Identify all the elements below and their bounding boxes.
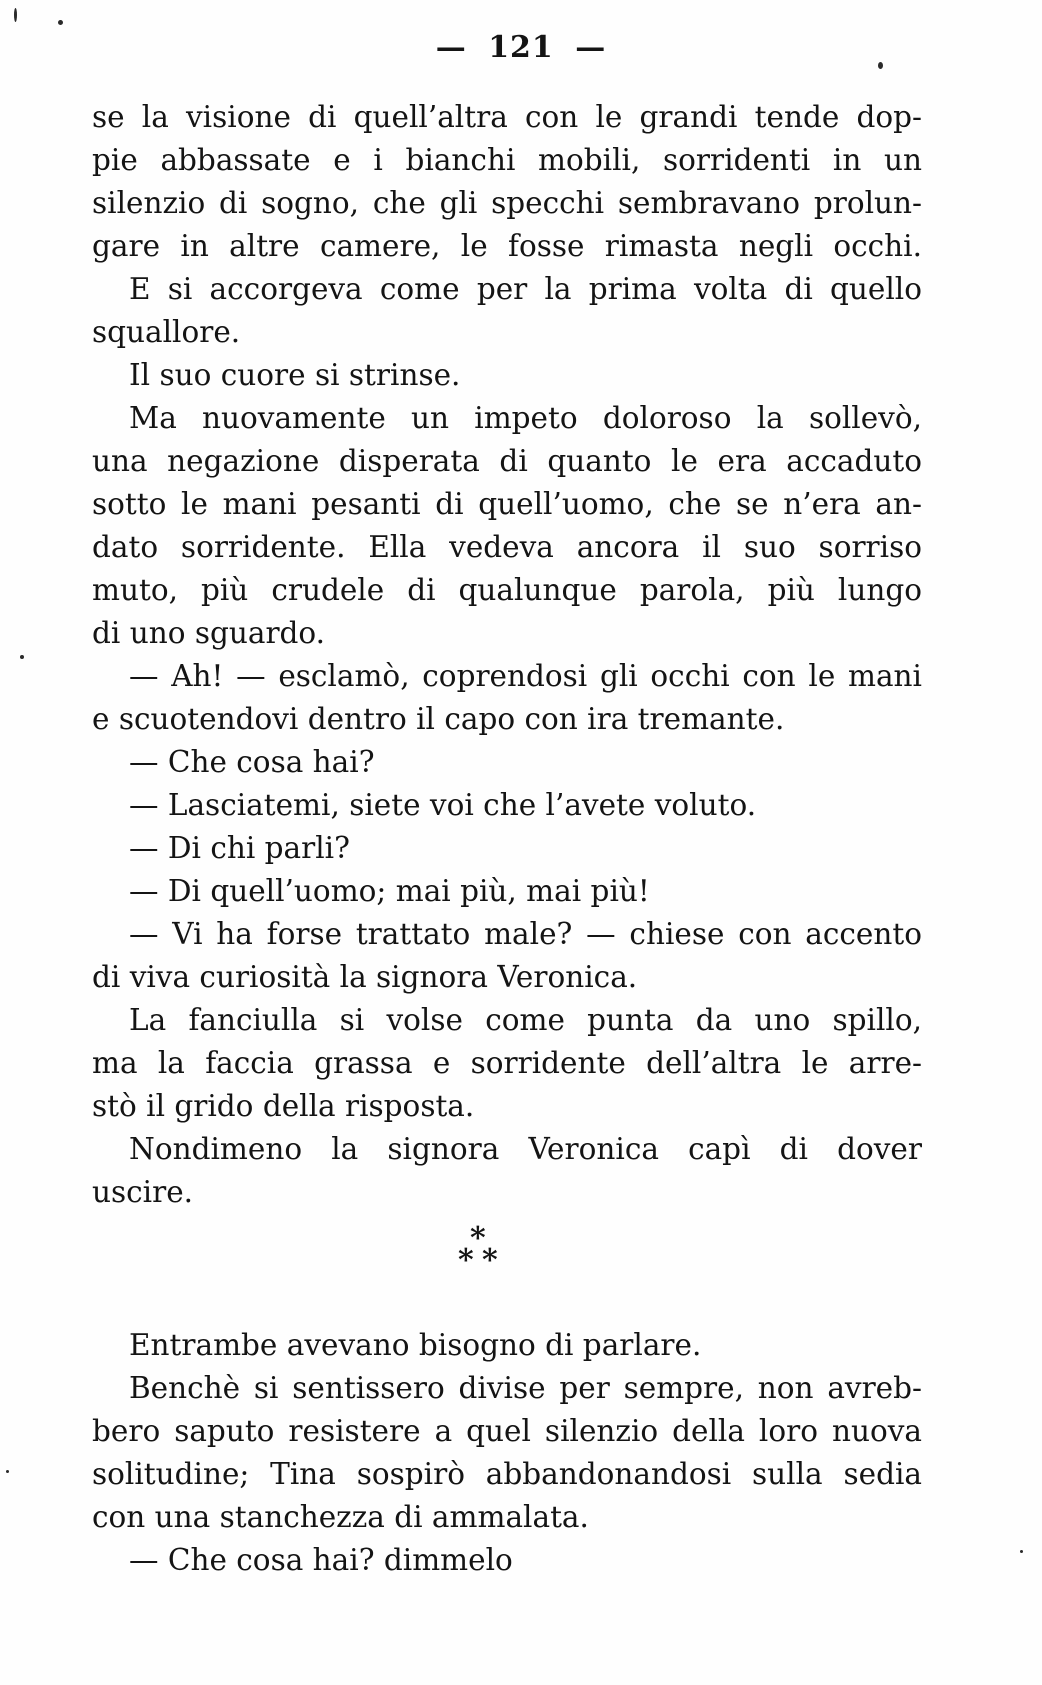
scan-speck — [14, 8, 17, 22]
text-line: sotto le mani pesanti di quell’uomo, che se n’era an- — [92, 487, 922, 521]
text-line: Ma nuovamente un impeto doloroso la sollevò, — [129, 401, 922, 435]
text-line: — Di quell’uomo; mai più, mai più! — [129, 874, 650, 908]
text-line: di viva curiosità la signora Veronica. — [92, 960, 638, 994]
text-line: — Ah! — esclamò, coprendosi gli occhi con le mani — [129, 659, 922, 693]
scan-speck — [58, 20, 63, 25]
text-line: pie abbassate e i bianchi mobili, sorridenti in un — [92, 143, 922, 177]
text-line: Nondimeno la signora Veronica capì di dover — [129, 1132, 922, 1166]
text-line: Il suo cuore si strinse. — [129, 358, 461, 392]
text-line: ma la faccia grassa e sorridente dell’altra le arre- — [92, 1046, 922, 1080]
scan-speck — [878, 62, 883, 69]
text-line: dato sorridente. Ella vedeva ancora il suo sorriso — [92, 530, 922, 564]
text-line: Benchè si sentissero divise per sempre, non avreb- — [129, 1371, 922, 1405]
asterism-star: * — [470, 1221, 486, 1256]
text-line: — Lasciatemi, siete voi che l’avete voluto. — [129, 788, 757, 822]
text-block-before-break — [92, 96, 922, 1214]
text-line: stò il grido della risposta. — [92, 1089, 475, 1123]
text-line: squallore. — [92, 315, 241, 349]
text-block-after-break — [92, 1324, 922, 1582]
asterism-star: * — [482, 1243, 498, 1278]
page-number: 121 — [488, 30, 554, 65]
scan-speck — [20, 655, 24, 659]
text-line: bero saputo resistere a quel silenzio della loro nuova — [92, 1414, 922, 1448]
text-line: se la visione di quell’altra con le grandi tende dop- — [92, 100, 922, 134]
page-number-dash-right: — — [575, 30, 607, 65]
text-line: uscire. — [92, 1175, 194, 1209]
text-line: con una stanchezza di ammalata. — [92, 1500, 589, 1534]
text-line: E si accorgeva come per la prima volta di quello — [129, 272, 922, 306]
text-line: e scuotendovi dentro il capo con ira tremante. — [92, 702, 785, 736]
scan-speck — [1020, 1550, 1023, 1553]
text-line: gare in altre camere, le fosse rimasta negli occhi. — [92, 229, 922, 263]
text-line: muto, più crudele di qualunque parola, più lungo — [92, 573, 922, 607]
text-line: La fanciulla si volse come punta da uno spillo, — [129, 1003, 922, 1037]
text-line: — Di chi parli? — [129, 831, 350, 865]
page-number-dash-left: — — [435, 30, 467, 65]
text-line: una negazione disperata di quanto le era accaduto — [92, 444, 922, 478]
text-line: — Vi ha forse trattato male? — chiese con accento — [129, 917, 922, 951]
scan-speck — [6, 1470, 9, 1473]
text-line: solitudine; Tina sospirò abbandonandosi sulla sedia — [92, 1457, 922, 1491]
text-line: silenzio di sogno, che gli specchi sembravano prolun- — [92, 186, 922, 220]
text-line: — Che cosa hai? — [129, 745, 375, 779]
text-line: di uno sguardo. — [92, 616, 326, 650]
page-number-header — [0, 30, 1042, 65]
text-line: — Che cosa hai? dimmelo — [129, 1543, 513, 1577]
page-body — [92, 96, 922, 1582]
asterism-star: * — [458, 1243, 474, 1278]
text-line: Entrambe avevano bisogno di parlare. — [129, 1328, 702, 1362]
asterism-section-break — [92, 1214, 922, 1324]
